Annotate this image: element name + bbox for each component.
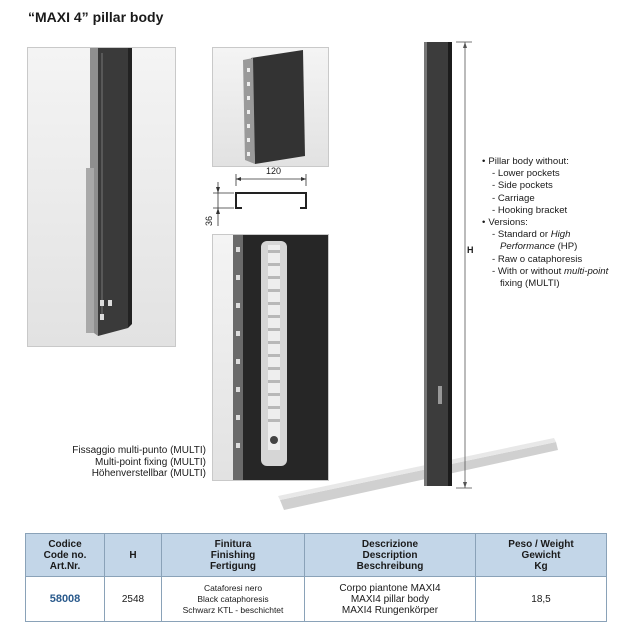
version-standard-text: Standard or [497,229,551,241]
version-hp-text: (HP) [554,241,578,253]
feature-sub-item: - Hooking bracket [482,205,608,217]
version-performance-text: Performance [500,241,555,253]
feature-item-without: • Pillar body without: [482,156,608,168]
spec-table [25,533,607,622]
cell-text: Corpo piantone MAXI4 [339,582,441,594]
header-text: Art.Nr. [49,560,81,572]
feature-sub-item: - Side pockets [482,180,608,192]
header-text: Kg [534,560,548,572]
header-text: Finitura [214,538,252,550]
caption-line-de: Höhenverstellbar (MULTI) [91,468,206,479]
table-header-row [26,534,607,577]
height-dimension-label: H [467,245,474,255]
pillar-photo-main [27,47,176,347]
cell-text: MAXI4 Rungenkörper [341,604,439,616]
header-text: Beschreibung [356,560,424,572]
version-multipoint-text: multi-point [564,265,609,277]
header-finish [162,534,305,577]
header-text: Codice [48,538,82,550]
depth-dimension-label: 36 [204,215,215,227]
feature-sub-item-continued [482,241,608,253]
table-row [26,577,607,622]
version-high-text: High [550,229,571,241]
cell-text: Cataforesi nero [203,582,263,593]
caption-line-it: Fissaggio multi-punto (MULTI) [72,445,206,456]
multi-point-caption [60,445,206,480]
cell-text: MAXI4 pillar body [350,593,430,605]
feature-sub-item [482,266,608,278]
cell-weight: 18,5 [476,577,607,622]
width-dimension-label: 120 [266,166,282,176]
cell-text: Schwarz KTL - beschichtet [182,604,284,615]
cell-code[interactable]: 58008 [26,577,105,622]
header-text: Peso / Weight [508,538,574,550]
header-text: Fertigung [209,560,257,572]
feature-sub-item-continued: fixing (MULTI) [500,278,560,290]
header-code [26,534,105,577]
header-description [305,534,476,577]
feature-sub-item: - Lower pockets [482,168,608,180]
version-with-text: With or without [497,265,564,277]
feature-item-versions: • Versions: [482,217,608,229]
header-h: H [105,534,162,577]
feature-list [482,156,608,290]
header-text: Descrizione [361,538,419,550]
cell-finish [162,577,305,622]
page-title: “MAXI 4” pillar body [28,9,164,25]
feature-sub-item: - Carriage [482,193,608,205]
header-weight [476,534,607,577]
caption-line-en: Multi-point fixing (MULTI) [95,456,206,468]
header-text: Description [362,549,418,561]
feature-sub-item [482,229,608,241]
header-text: Code no. [43,549,87,561]
header-text: Gewicht [521,549,561,561]
cell-description [305,577,476,622]
feature-sub-item: - Raw o cataphoresis [482,254,608,266]
cell-h: 2548 [105,577,162,622]
cell-text: Black cataphoresis [197,593,269,604]
header-text: Finishing [210,549,256,561]
